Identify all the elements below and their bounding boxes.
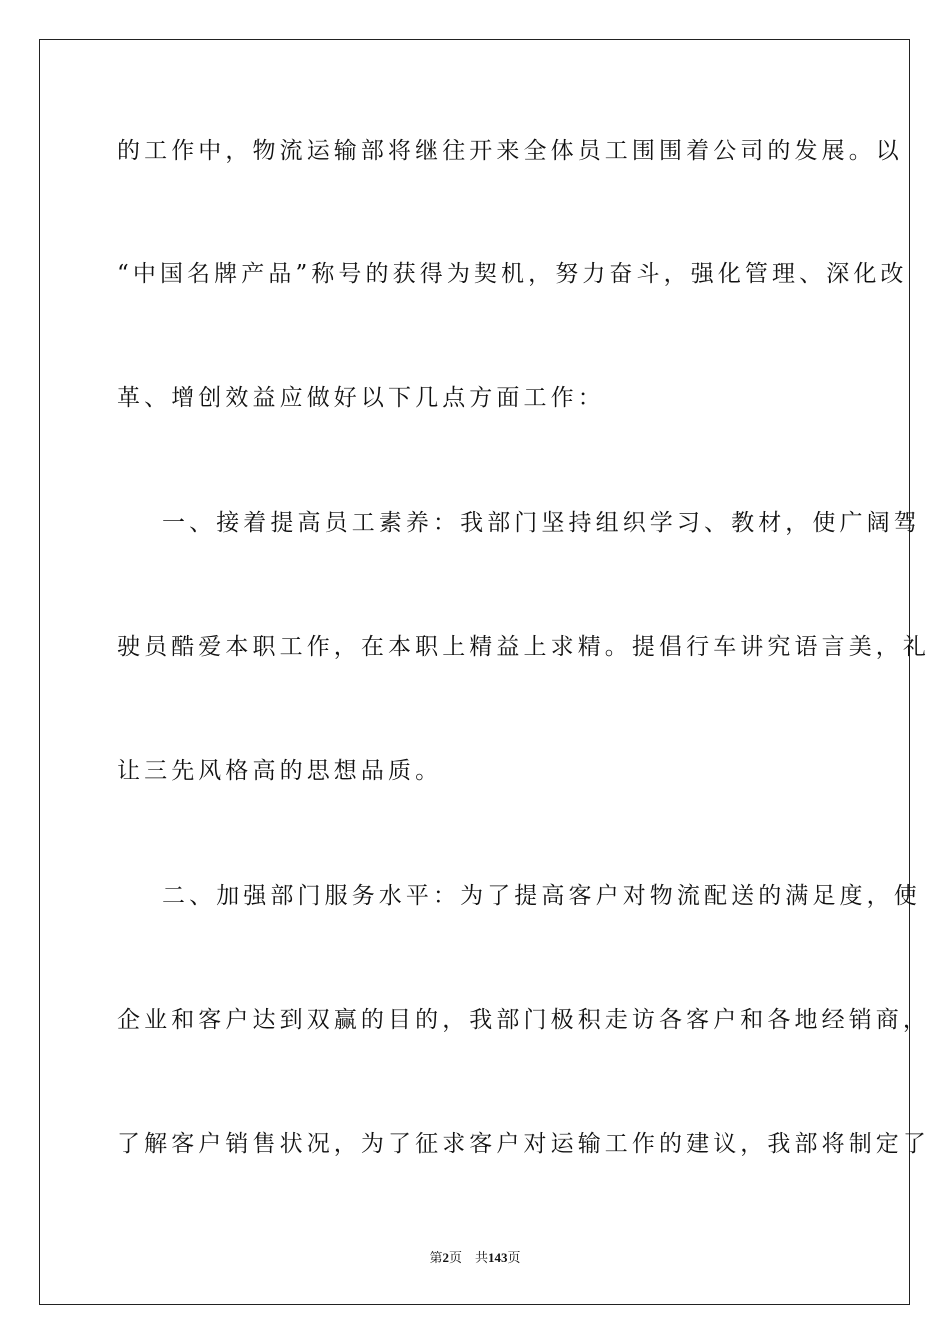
text-line-9: 了解客户销售状况，为了征求客户对运输工作的建议，我部将制定了 (117, 1131, 930, 1157)
total-prefix: 共 (475, 1250, 489, 1265)
text-line-7: 二、加强部门服务水平：为了提高客户对物流配送的满足度，使 (162, 883, 921, 909)
text-line-5: 驶员酷爱本职工作，在本职上精益上求精。提倡行车讲究语言美，礼 (117, 634, 930, 660)
page-number: 2 (442, 1250, 449, 1265)
text-line-4: 一、接着提高员工素养：我部门坚持组织学习、教材，使广阔驾 (162, 510, 921, 536)
page-border (39, 39, 930, 1305)
page-footer (0, 1250, 950, 1266)
total-pages: 143 (488, 1250, 508, 1265)
page-prefix: 第 (429, 1250, 443, 1265)
page-suffix: 页 (448, 1250, 462, 1265)
total-suffix: 页 (507, 1250, 521, 1265)
text-line-1: 的工作中，物流运输部将继往开来全体员工围围着公司的发展。以 (117, 138, 903, 164)
text-line-8: 企业和客户达到双赢的目的，我部门极积走访各客户和各地经销商， (117, 1007, 930, 1033)
text-line-2: “中国名牌产品”称号的获得为契机，努力奋斗，强化管理、深化改 (117, 261, 908, 287)
text-line-3: 革、增创效益应做好以下几点方面工作： (117, 385, 605, 411)
text-line-6: 让三先风格高的思想品质。 (117, 758, 443, 784)
